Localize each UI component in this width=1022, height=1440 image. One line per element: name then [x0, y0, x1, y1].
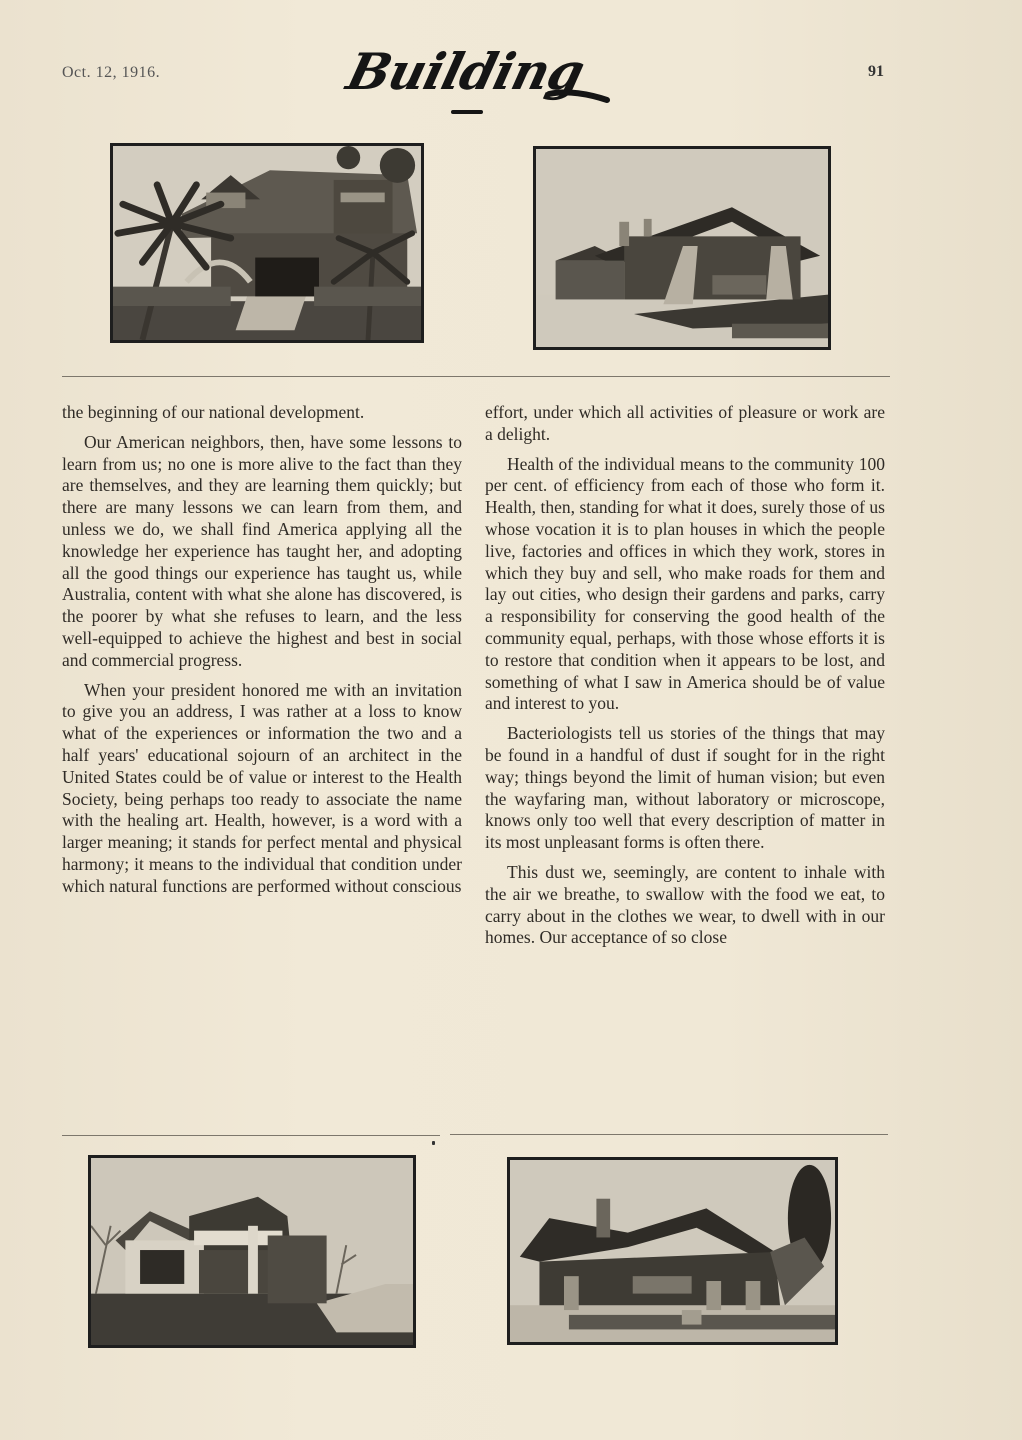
- article-column-left: [62, 402, 462, 906]
- paragraph: Our American neighbors, then, have some lessons to learn from us; no one is more alive to the fact than they are themselves, and they are learning them quickly; but there are many lessons we can learn from them, and unless we do, we shall find America applying all the knowledge her experience has taught her, and adopting all the good things our experience has taught us, while Australia, content with what she alone has discovered, is the poorer by what she refuses to learn, and the less well-equipped to achieve the highest and best in social and commercial progress.: [62, 431, 462, 670]
- photo-house-2: [533, 146, 831, 350]
- photo-house-3: [88, 1155, 416, 1348]
- house-photo-4-icon: [510, 1160, 835, 1342]
- masthead-title: Building: [341, 42, 590, 101]
- bottom-divider-left: [62, 1135, 440, 1136]
- photo-house-1: [110, 143, 424, 343]
- print-speck: [432, 1141, 435, 1145]
- paragraph: Health of the individual means to the community 100 per cent. of efficiency from each of those who form it. Health, then, standing for what it does, surely those of us whose vocation it is to plan houses in which the people live, factories and offices in which they work, stores in which they buy and sell, who make roads for them and lay out cities, who design their gardens and parks, carry a responsibility for conserving the good health of the community equal, perhaps, with those whose efforts it is to restore that condition when it appears to be lost, and something of what I saw in America should be of value and interest to you.: [485, 453, 885, 714]
- house-photo-2-icon: [536, 149, 828, 347]
- photo-house-4: [507, 1157, 838, 1345]
- paragraph: the beginning of our national development.: [62, 402, 365, 422]
- house-photo-1-icon: [113, 146, 421, 340]
- top-divider: [62, 376, 890, 377]
- page-number: 91: [868, 63, 884, 80]
- masthead-logo: [335, 36, 615, 120]
- article-column-right: [485, 402, 885, 957]
- bottom-divider-right: [450, 1134, 888, 1135]
- paragraph: Bacteriologists tell us stories of the things that may be found in a handful of dust if sought for in the right way; things beyond the limit of human vision; but even the wayfaring man, without laboratory or microscope, knows only too well that every description of matter in its most unpleasant forms is often there.: [485, 723, 885, 853]
- issue-date: Oct. 12, 1916.: [62, 64, 161, 81]
- house-photo-3-icon: [91, 1158, 413, 1345]
- paragraph: effort, under which all activities of pleasure or work are a delight.: [485, 402, 885, 444]
- paragraph: When your president honored me with an invitation to give you an address, I was rather at a loss to know what of the experiences or information the two and a half years' educational sojourn of an architect in the United States could be of value or interest to the Health Society, being perhaps too ready to associate the name with the healing art. Health, however, is a word with a larger meaning; it stands for perfect mental and physical harmony; it means to the individual that condition under which natural functions are performed without conscious: [62, 679, 462, 896]
- paragraph: This dust we, seemingly, are content to inhale with the air we breathe, to swallow with the food we eat, to carry about in the clothes we wear, to dwell with in our homes. Our acceptance of so close: [485, 861, 885, 948]
